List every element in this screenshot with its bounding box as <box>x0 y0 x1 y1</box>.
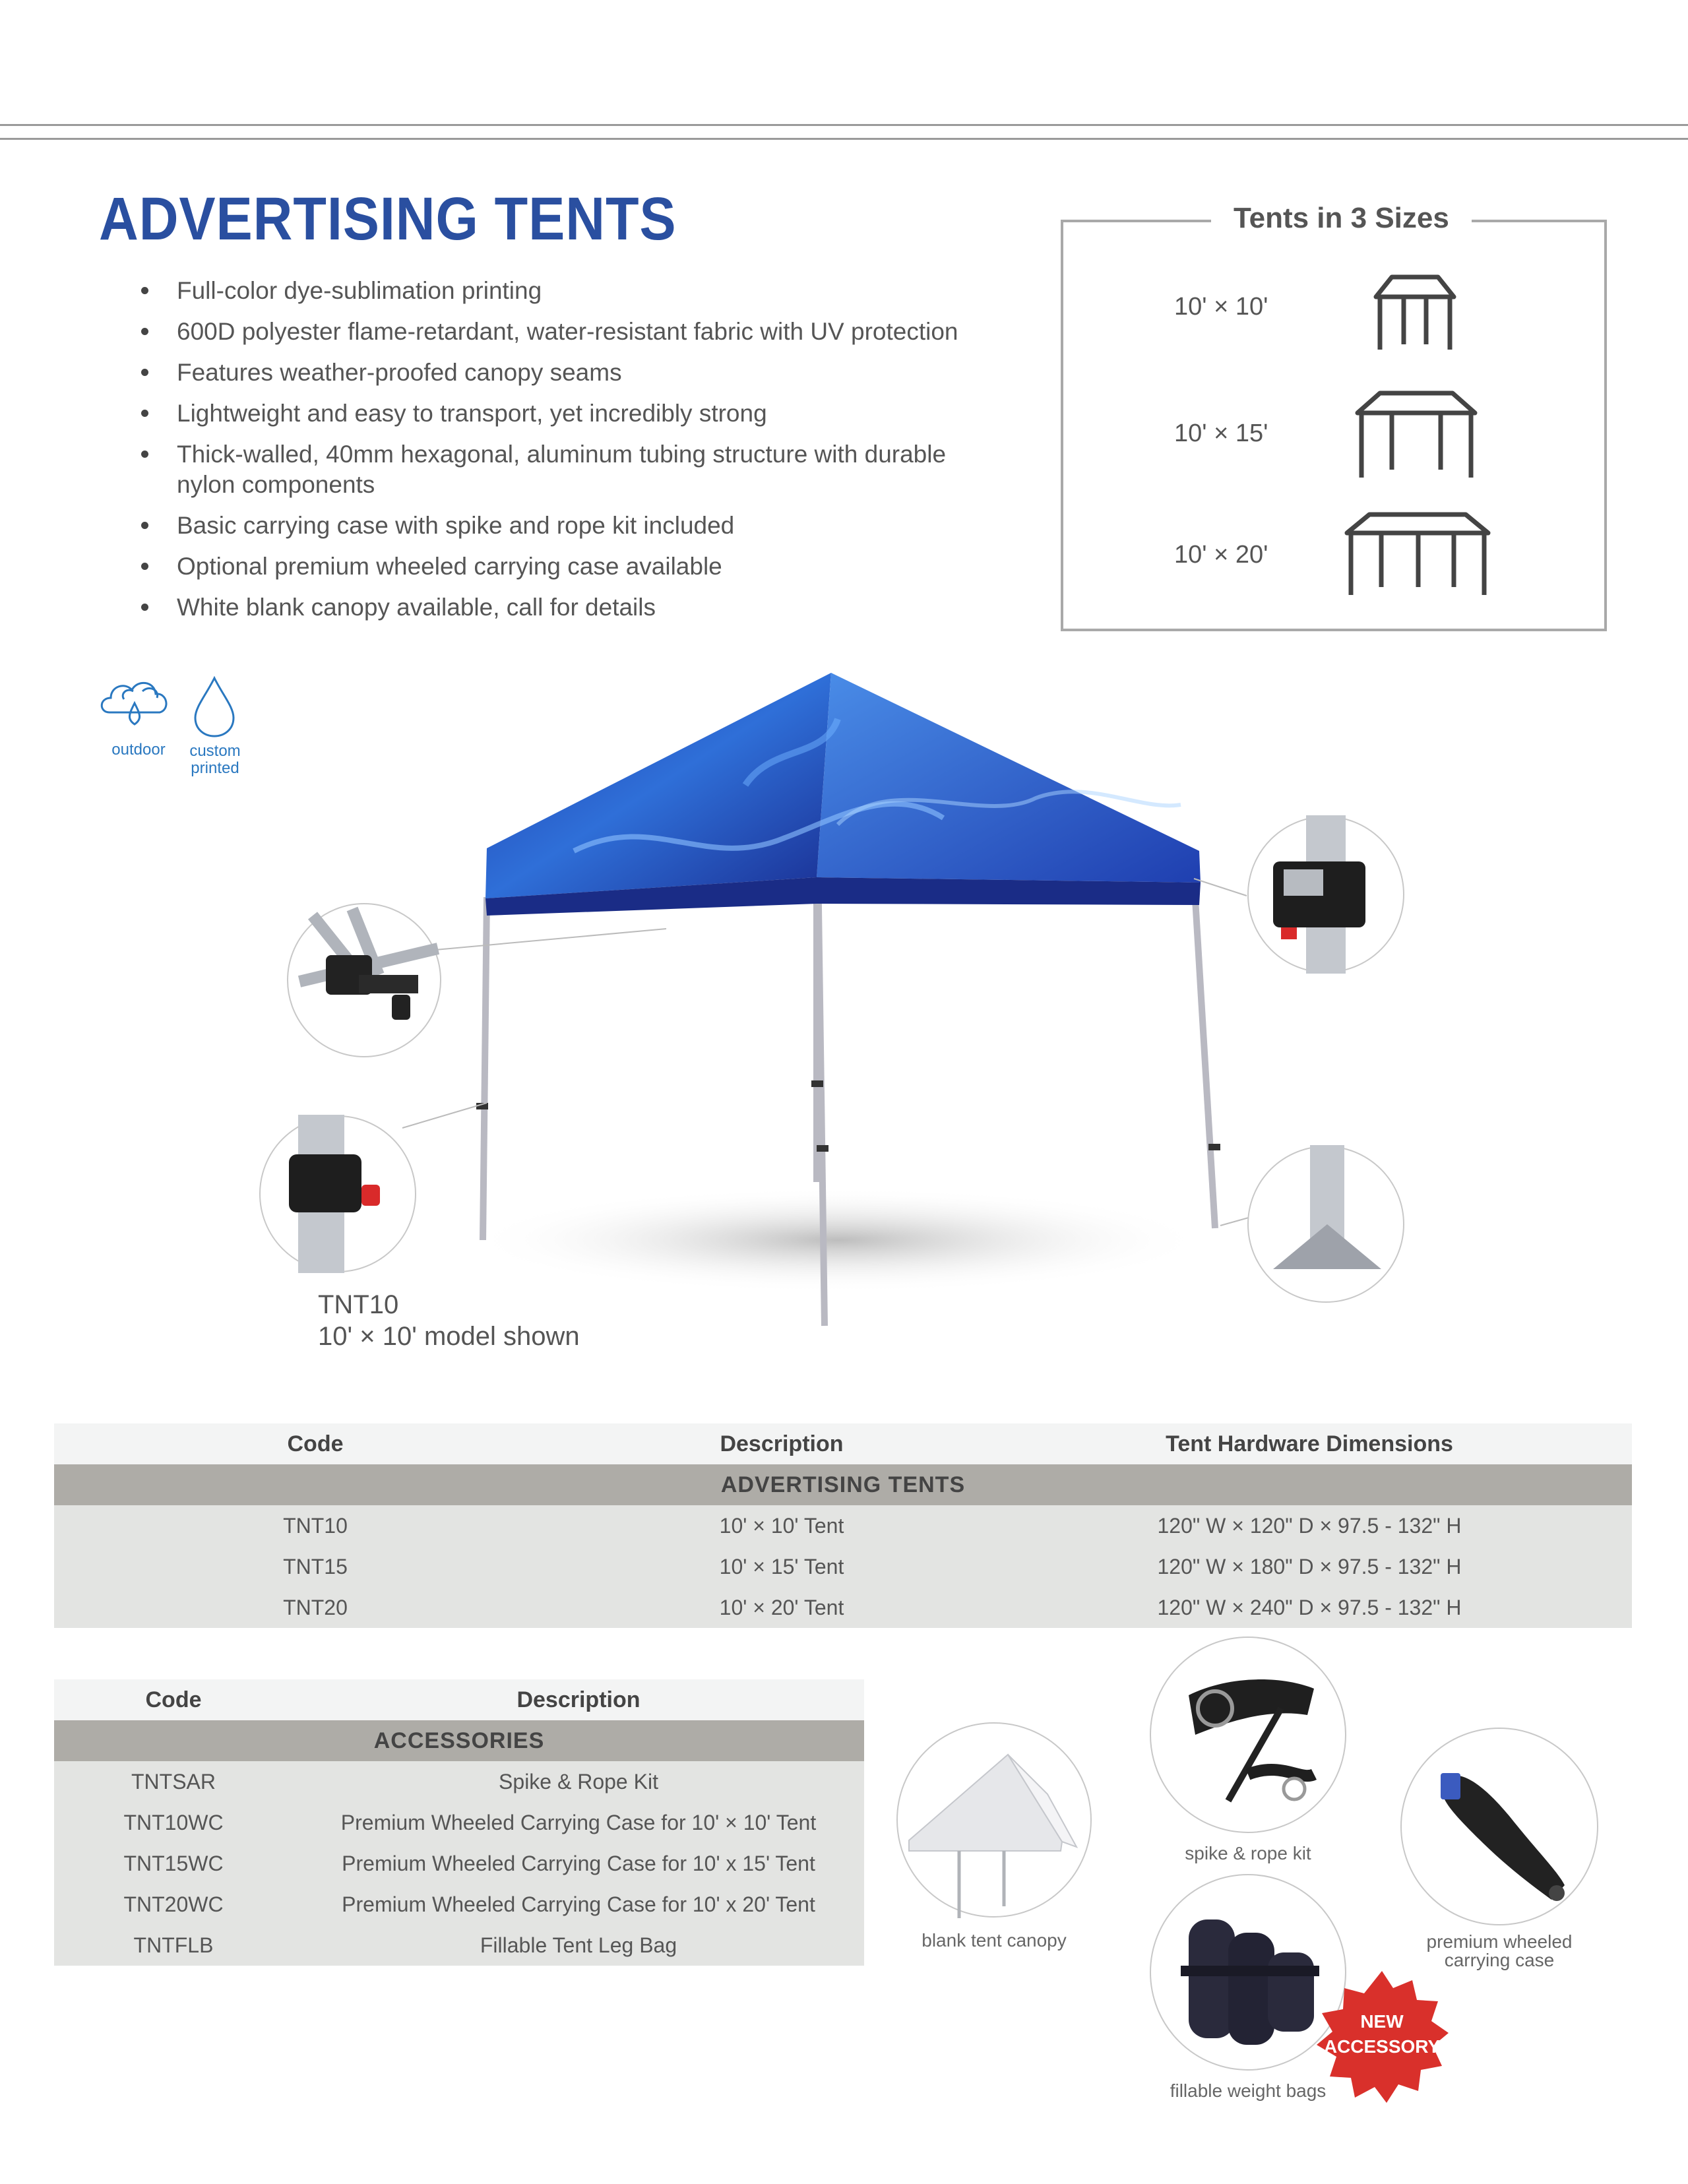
spike-rope-kit-label: spike & rope kit <box>1185 1843 1311 1863</box>
section-row <box>54 1464 1632 1505</box>
feature-list <box>139 276 1022 633</box>
cell-code: TNT15WC <box>54 1843 293 1884</box>
model-shown: 10' × 10' model shown <box>318 1322 580 1351</box>
cell-code: TNTFLB <box>54 1925 293 1966</box>
table-row <box>54 1587 1632 1628</box>
custom-printed-label <box>178 743 252 777</box>
droplet-icon <box>191 675 237 739</box>
blank-canopy-photo <box>896 1722 1092 1918</box>
weight-bags-label: fillable weight bags <box>1170 2080 1327 2101</box>
cell-description: Premium Wheeled Carrying Case for 10' x 20' Tent <box>293 1884 864 1925</box>
carrying-case-photo <box>1400 1727 1599 1926</box>
table-header-row <box>54 1679 864 1720</box>
header-description: Description <box>293 1679 864 1720</box>
printed-label: printed <box>191 759 239 777</box>
custom-label: custom <box>189 742 241 760</box>
feature-item: Full-color dye-sublimation printing <box>139 276 1022 306</box>
header-dimensions: Tent Hardware Dimensions <box>987 1423 1632 1464</box>
header-code: Code <box>54 1423 577 1464</box>
cell-dimensions: 120" W × 180" D × 97.5 - 132" H <box>987 1546 1632 1587</box>
model-caption <box>318 1289 580 1352</box>
feature-item: Basic carrying case with spike and rope kit included <box>139 511 1022 541</box>
cell-code: TNT20WC <box>54 1884 293 1925</box>
feature-item: Lightweight and easy to transport, yet incredibly strong <box>139 398 1022 429</box>
table-row <box>54 1843 864 1884</box>
table-row <box>54 1925 864 1966</box>
section-title: ACCESSORIES <box>54 1720 864 1761</box>
carrying-case-label-line2: carrying case <box>1444 1950 1555 1970</box>
lock-detail-photo <box>1247 815 1405 974</box>
header-code: Code <box>54 1679 293 1720</box>
size-label: 10' × 10' <box>1174 293 1268 321</box>
cell-description: 10' × 15' Tent <box>577 1546 987 1587</box>
sizes-title: Tents in 3 Sizes <box>1211 202 1472 235</box>
blank-canopy-label: blank tent canopy <box>922 1930 1067 1950</box>
cell-description: 10' × 10' Tent <box>577 1505 987 1546</box>
sizes-box <box>1061 220 1607 631</box>
cell-description: 10' × 20' Tent <box>577 1587 987 1628</box>
table-row <box>54 1505 1632 1546</box>
tent-large-icon <box>1343 509 1492 599</box>
cell-code: TNT10WC <box>54 1802 293 1843</box>
feature-item: Thick-walled, 40mm hexagonal, aluminum tubing structure with durable nylon components <box>139 439 995 500</box>
cell-description: Premium Wheeled Carrying Case for 10' × 10' Tent <box>293 1802 864 1843</box>
foot-plate-detail-photo <box>1247 1145 1405 1303</box>
model-code: TNT10 <box>318 1290 399 1319</box>
outdoor-icon <box>96 674 179 735</box>
cell-code: TNT20 <box>54 1587 577 1628</box>
section-title: ADVERTISING TENTS <box>54 1464 1632 1505</box>
ground-shadow <box>468 1187 1207 1293</box>
feature-item: White blank canopy available, call for details <box>139 592 1022 623</box>
size-label: 10' × 20' <box>1174 541 1268 569</box>
tents-table <box>54 1423 1632 1628</box>
carrying-case-label <box>1400 1933 1599 1970</box>
cell-code: TNT10 <box>54 1505 577 1546</box>
cell-description: Fillable Tent Leg Bag <box>293 1925 864 1966</box>
accessories-table <box>54 1679 864 1966</box>
table-row <box>54 1884 864 1925</box>
page-title: ADVERTISING TENTS <box>99 185 677 253</box>
spike-rope-kit-photo <box>1149 1636 1347 1834</box>
top-rule-2 <box>0 138 1688 140</box>
outdoor-label: outdoor <box>111 741 166 759</box>
new-accessory-badge-text <box>1313 2009 1451 2059</box>
carrying-case-label-line1: premium wheeled <box>1426 1931 1573 1952</box>
top-rule <box>0 124 1688 126</box>
badge-new: NEW <box>1360 2011 1404 2032</box>
table-header-row <box>54 1423 1632 1464</box>
cell-dimensions: 120" W × 240" D × 97.5 - 132" H <box>987 1587 1632 1628</box>
hinge-detail-photo <box>286 902 442 1058</box>
cell-description: Spike & Rope Kit <box>293 1761 864 1802</box>
cell-code: TNTSAR <box>54 1761 293 1802</box>
section-row <box>54 1720 864 1761</box>
table-row <box>54 1761 864 1802</box>
tent-medium-icon <box>1354 388 1479 482</box>
size-label: 10' × 15' <box>1174 420 1268 447</box>
header-description: Description <box>577 1423 987 1464</box>
cell-code: TNT15 <box>54 1546 577 1587</box>
cell-dimensions: 120" W × 120" D × 97.5 - 132" H <box>987 1505 1632 1546</box>
feature-item: 600D polyester flame-retardant, water-resistant fabric with UV protection <box>139 317 1022 347</box>
badge-accessory: ACCESSORY <box>1323 2036 1441 2057</box>
feature-item: Optional premium wheeled carrying case available <box>139 551 1022 582</box>
feature-item: Features weather-proofed canopy seams <box>139 358 1022 388</box>
tent-small-icon <box>1372 272 1458 354</box>
table-row <box>54 1546 1632 1587</box>
pin-detail-photo <box>259 1115 417 1273</box>
table-row <box>54 1802 864 1843</box>
cell-description: Premium Wheeled Carrying Case for 10' x 15' Tent <box>293 1843 864 1884</box>
